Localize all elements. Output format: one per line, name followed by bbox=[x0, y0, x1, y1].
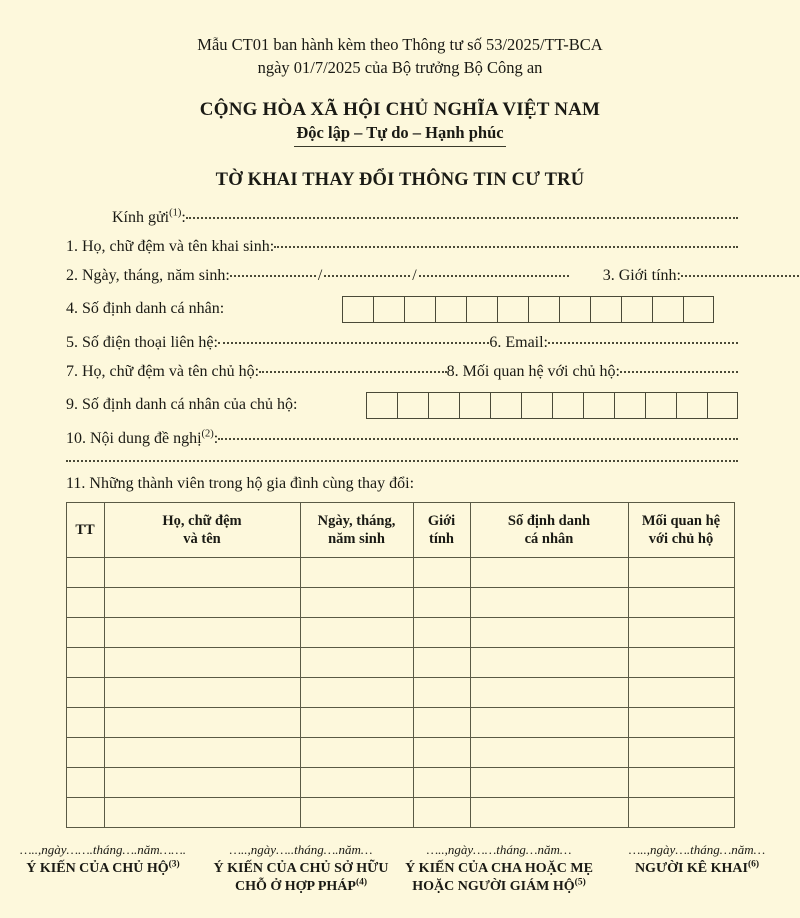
signature-block bbox=[0, 842, 800, 896]
signature-parent-guardian bbox=[400, 842, 598, 896]
table-cell-full_name[interactable] bbox=[104, 768, 300, 798]
signature-householder bbox=[4, 842, 202, 896]
id-cell[interactable] bbox=[366, 392, 397, 419]
id-cell[interactable] bbox=[459, 392, 490, 419]
signature-property-owner bbox=[202, 842, 400, 896]
table-cell-gender[interactable] bbox=[413, 588, 470, 618]
table-row bbox=[66, 588, 734, 618]
field-relationship-input[interactable] bbox=[620, 370, 738, 373]
field-householder bbox=[66, 363, 738, 381]
column-header-gender: Giới tính bbox=[413, 502, 470, 557]
id-cell[interactable] bbox=[497, 296, 528, 323]
footnote-marker-6: (6) bbox=[747, 859, 760, 870]
table-cell-dob[interactable] bbox=[300, 738, 413, 768]
field-request-content-input[interactable] bbox=[218, 437, 738, 440]
table-cell-full_name[interactable] bbox=[104, 678, 300, 708]
table-cell-gender[interactable] bbox=[413, 678, 470, 708]
field-request-content bbox=[66, 430, 738, 448]
date-separator-2: / bbox=[412, 266, 417, 284]
table-cell-tt[interactable] bbox=[66, 618, 104, 648]
field-email-label: 6. Email: bbox=[489, 333, 548, 351]
householder-id-boxes[interactable] bbox=[366, 392, 738, 419]
signature-title: NGƯỜI KÊ KHAI$^{(6)}$ bbox=[634, 859, 760, 877]
id-cell[interactable] bbox=[490, 392, 521, 419]
table-cell-full_name[interactable] bbox=[104, 648, 300, 678]
signature-date-line[interactable]: …..,ngày…..tháng….năm… bbox=[229, 842, 373, 858]
field-relationship-label: 8. Mối quan hệ với chủ hộ: bbox=[446, 362, 620, 380]
footnote-marker-4: (4) bbox=[355, 877, 368, 888]
table-cell-gender[interactable] bbox=[413, 768, 470, 798]
table-cell-tt[interactable] bbox=[66, 768, 104, 798]
table-cell-relationship[interactable] bbox=[628, 558, 734, 588]
table-cell-personal_id[interactable] bbox=[470, 618, 628, 648]
table-cell-dob[interactable] bbox=[300, 798, 413, 828]
members-table bbox=[66, 502, 735, 828]
id-cell[interactable] bbox=[559, 296, 590, 323]
signature-title: Ý KIẾN CỦA CHỦ SỞ HỮU CHỖ Ở HỢP PHÁP$^{(4)}$ bbox=[213, 861, 389, 895]
table-row bbox=[66, 738, 734, 768]
field-dob-year-input[interactable] bbox=[419, 274, 569, 277]
motto-divider bbox=[294, 146, 506, 147]
table-cell-dob[interactable] bbox=[300, 678, 413, 708]
column-header-personal-id: Số định danh cá nhân bbox=[470, 502, 628, 557]
id-cell[interactable] bbox=[528, 296, 559, 323]
table-cell-gender[interactable] bbox=[413, 798, 470, 828]
personal-id-boxes[interactable] bbox=[342, 296, 714, 323]
document-reference-line-1: Mẫu CT01 ban hành kèm theo Thông tư số 53/2025/TT-BCA bbox=[197, 35, 603, 54]
signature-title: Ý KIẾN CỦA CHA HOẶC MẸ HOẶC NGƯỜI GIÁM HỘ$^{(5)}$ bbox=[405, 861, 593, 895]
id-cell[interactable] bbox=[404, 296, 435, 323]
field-householder-id bbox=[66, 392, 738, 419]
table-cell-personal_id[interactable] bbox=[470, 588, 628, 618]
document-reference-line-2: ngày 01/7/2025 của Bộ trưởng Bộ Công an bbox=[257, 58, 543, 78]
field-birth-name bbox=[66, 238, 738, 256]
table-cell-relationship[interactable] bbox=[628, 738, 734, 768]
table-row bbox=[66, 558, 734, 588]
field-addressee bbox=[66, 209, 738, 227]
table-cell-dob[interactable] bbox=[300, 648, 413, 678]
id-cell[interactable] bbox=[707, 392, 738, 419]
signature-declarant bbox=[598, 842, 796, 896]
id-cell[interactable] bbox=[435, 296, 466, 323]
id-cell[interactable] bbox=[683, 296, 714, 323]
id-cell[interactable] bbox=[521, 392, 552, 419]
field-request-content-label: 10. Nội dung đề nghị$^{(2)}$: bbox=[66, 428, 219, 447]
column-header-relationship: Mối quan hệ với chủ hộ bbox=[628, 502, 734, 557]
id-cell[interactable] bbox=[552, 392, 583, 419]
table-cell-full_name[interactable] bbox=[104, 618, 300, 648]
table-cell-full_name[interactable] bbox=[104, 798, 300, 828]
table-cell-gender[interactable] bbox=[413, 738, 470, 768]
document-reference bbox=[0, 0, 800, 80]
table-row bbox=[66, 798, 734, 828]
footnote-marker-3: (3) bbox=[168, 859, 180, 870]
table-cell-tt[interactable] bbox=[66, 738, 104, 768]
nation-motto: Độc lập – Tự do – Hạnh phúc bbox=[296, 122, 504, 142]
field-birth-name-input[interactable] bbox=[274, 245, 738, 248]
field-dob-month-input[interactable] bbox=[324, 274, 410, 277]
field-gender-input[interactable] bbox=[681, 274, 799, 277]
table-row bbox=[66, 768, 734, 798]
table-cell-relationship[interactable] bbox=[628, 708, 734, 738]
date-separator-1: / bbox=[317, 266, 323, 284]
id-cell[interactable] bbox=[397, 392, 428, 419]
column-header-full-name: Họ, chữ đệm và tên bbox=[104, 502, 300, 557]
field-addressee-input[interactable] bbox=[186, 216, 738, 219]
field-householder-id-label: 9. Số định danh cá nhân của chủ hộ: bbox=[66, 396, 298, 414]
signature-date-line[interactable]: …..,ngày……tháng…năm… bbox=[426, 842, 572, 858]
field-addressee-label: Kính gửi$^{(1)}$: bbox=[112, 207, 186, 226]
table-cell-tt[interactable] bbox=[66, 678, 104, 708]
table-cell-tt[interactable] bbox=[66, 558, 104, 588]
table-cell-relationship[interactable] bbox=[628, 768, 734, 798]
table-cell-personal_id[interactable] bbox=[470, 798, 628, 828]
footnote-marker-5: (5) bbox=[574, 877, 586, 888]
table-cell-tt[interactable] bbox=[66, 798, 104, 828]
field-dob-day-input[interactable] bbox=[230, 274, 316, 277]
table-cell-relationship[interactable] bbox=[628, 588, 734, 618]
field-phone-email bbox=[66, 334, 738, 352]
signature-date-line[interactable]: …..,ngày….tháng…năm… bbox=[628, 842, 766, 858]
signature-title: Ý KIẾN CỦA CHỦ HỘ$^{(3)}$ bbox=[26, 859, 180, 877]
members-table-intro: 11. Những thành viên trong hộ gia đình cùng thay đổi: bbox=[66, 474, 415, 492]
table-cell-gender[interactable] bbox=[413, 558, 470, 588]
field-personal-id-label: 4. Số định danh cá nhân: bbox=[66, 300, 225, 318]
footnote-marker-1: (1) bbox=[169, 207, 182, 219]
table-cell-dob[interactable] bbox=[300, 558, 413, 588]
table-row bbox=[66, 648, 734, 678]
field-dob-gender bbox=[66, 267, 738, 285]
id-cell[interactable] bbox=[652, 296, 683, 323]
id-cell[interactable] bbox=[428, 392, 459, 419]
footnote-marker-2: (2) bbox=[201, 428, 214, 440]
nation-name: CỘNG HÒA XÃ HỘI CHỦ NGHĨA VIỆT NAM bbox=[199, 98, 601, 120]
id-cell[interactable] bbox=[583, 392, 614, 419]
table-cell-relationship[interactable] bbox=[628, 678, 734, 708]
table-cell-relationship[interactable] bbox=[628, 798, 734, 828]
table-cell-full_name[interactable] bbox=[104, 738, 300, 768]
field-gender-label: 3. Giới tính: bbox=[602, 266, 681, 284]
id-cell[interactable] bbox=[342, 296, 373, 323]
table-cell-gender[interactable] bbox=[413, 618, 470, 648]
table-cell-dob[interactable] bbox=[300, 588, 413, 618]
table-cell-dob[interactable] bbox=[300, 768, 413, 798]
table-cell-tt[interactable] bbox=[66, 588, 104, 618]
table-cell-personal_id[interactable] bbox=[470, 558, 628, 588]
id-cell[interactable] bbox=[373, 296, 404, 323]
table-cell-relationship[interactable] bbox=[628, 618, 734, 648]
table-row bbox=[66, 678, 734, 708]
table-cell-full_name[interactable] bbox=[104, 558, 300, 588]
id-cell[interactable] bbox=[645, 392, 676, 419]
field-email-input[interactable] bbox=[548, 341, 738, 344]
members-table-header-row bbox=[66, 502, 734, 557]
field-phone-label: 5. Số điện thoại liên hệ: bbox=[66, 333, 218, 351]
column-header-dob: Ngày, tháng, năm sinh bbox=[300, 502, 413, 557]
table-cell-full_name[interactable] bbox=[104, 588, 300, 618]
table-cell-relationship[interactable] bbox=[628, 648, 734, 678]
id-cell[interactable] bbox=[590, 296, 621, 323]
id-cell[interactable] bbox=[466, 296, 497, 323]
table-cell-personal_id[interactable] bbox=[470, 648, 628, 678]
table-cell-gender[interactable] bbox=[413, 648, 470, 678]
table-cell-personal_id[interactable] bbox=[470, 708, 628, 738]
national-heading bbox=[0, 99, 800, 147]
table-cell-dob[interactable] bbox=[300, 618, 413, 648]
field-householder-name-input[interactable] bbox=[259, 370, 447, 373]
table-row bbox=[66, 618, 734, 648]
table-cell-tt[interactable] bbox=[66, 648, 104, 678]
field-phone-input[interactable] bbox=[218, 341, 489, 344]
table-cell-personal_id[interactable] bbox=[470, 738, 628, 768]
id-cell[interactable] bbox=[676, 392, 707, 419]
field-request-content-input-line-2[interactable] bbox=[66, 459, 738, 462]
field-dob-label: 2. Ngày, tháng, năm sinh: bbox=[66, 266, 230, 284]
page-title: TỜ KHAI THAY ĐỔI THÔNG TIN CƯ TRÚ bbox=[215, 169, 585, 190]
id-cell[interactable] bbox=[621, 296, 652, 323]
table-cell-dob[interactable] bbox=[300, 708, 413, 738]
table-cell-personal_id[interactable] bbox=[470, 678, 628, 708]
field-householder-name-label: 7. Họ, chữ đệm và tên chủ hộ: bbox=[66, 362, 260, 380]
column-header-tt: TT bbox=[66, 502, 104, 557]
signature-date-line[interactable]: …..,ngày…….tháng….năm……. bbox=[19, 842, 187, 858]
id-cell[interactable] bbox=[614, 392, 645, 419]
field-birth-name-label: 1. Họ, chữ đệm và tên khai sinh: bbox=[66, 237, 275, 255]
table-row bbox=[66, 708, 734, 738]
table-cell-personal_id[interactable] bbox=[470, 768, 628, 798]
field-personal-id bbox=[66, 296, 738, 323]
members-table-body bbox=[66, 558, 734, 828]
form-fields bbox=[0, 209, 800, 493]
table-cell-gender[interactable] bbox=[413, 708, 470, 738]
table-cell-tt[interactable] bbox=[66, 708, 104, 738]
table-cell-full_name[interactable] bbox=[104, 708, 300, 738]
